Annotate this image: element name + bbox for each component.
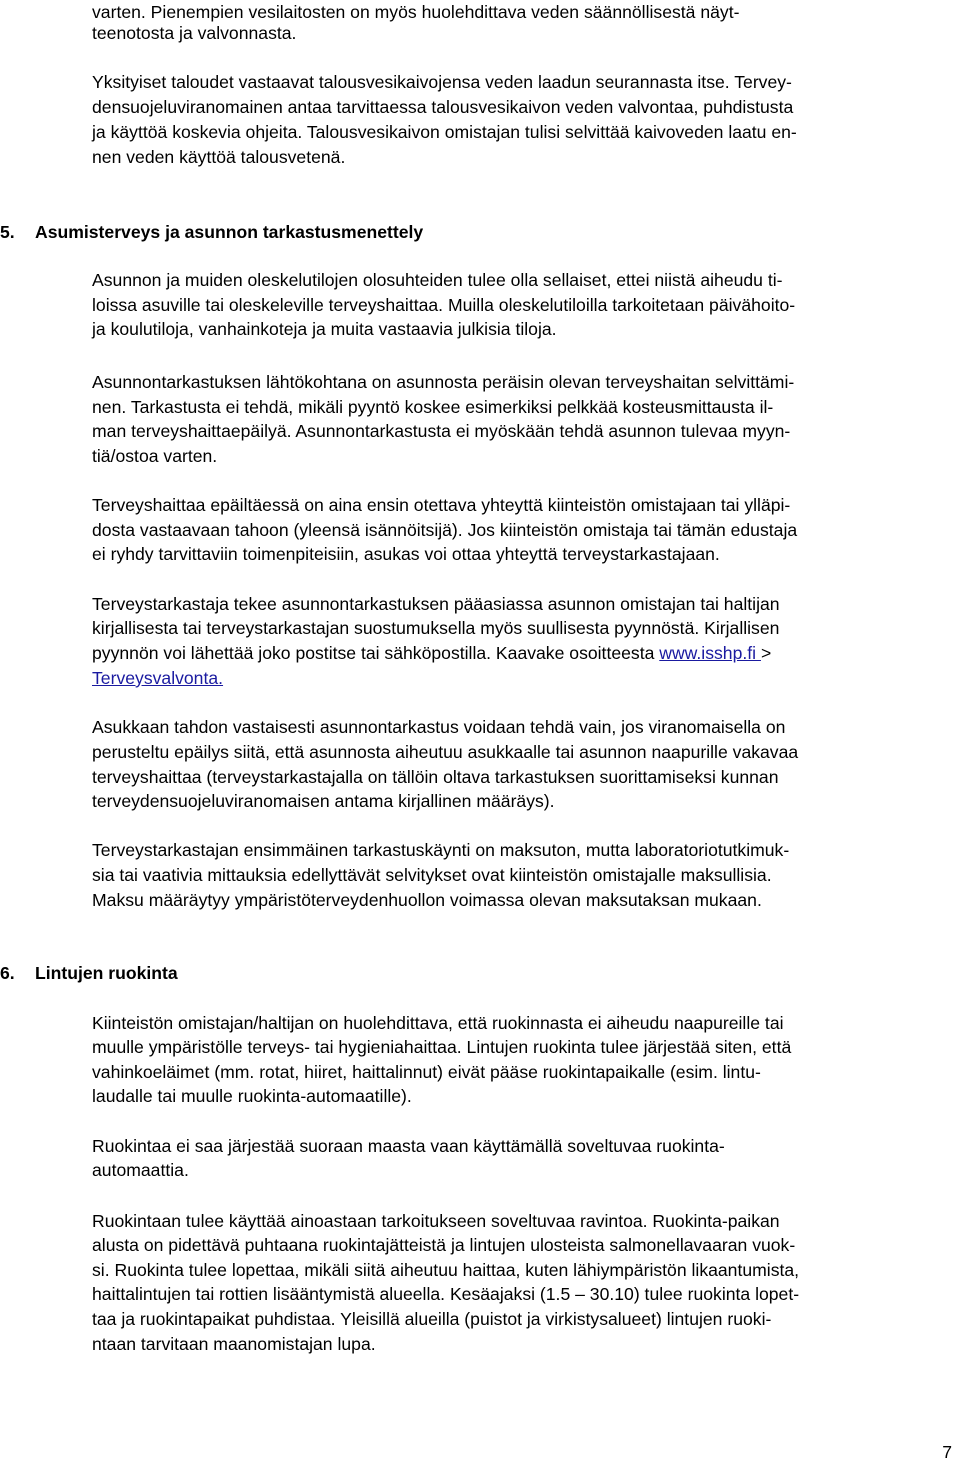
intro-p1-line: teenotosta ja valvonnasta.	[92, 23, 297, 43]
section5-p1-line: Asunnon ja muiden oleskelutilojen olosuhteiden tulee olla sellaiset, ettei niistä aiheudu ti-	[92, 270, 783, 290]
section6-p2-line: Ruokintaa ei saa järjestää suoraan maasta vaan käyttämällä soveltuvaa ruokinta-	[92, 1136, 725, 1156]
section5-p3-line: dosta vastaavaan tahoon (yleensä isännöitsijä). Jos kiinteistön omistaja tai tämän edustaja	[92, 520, 798, 540]
section6-p3-line: si. Ruokinta tulee lopettaa, mikäli siitä aiheutuu haittaa, kuten lähiympäristön likaantumista,	[92, 1260, 800, 1280]
section-5-title: Asumisterveys ja asunnon tarkastusmenettely	[35, 222, 424, 242]
intro-p2-line: densuojeluviranomainen antaa tarvittaessa talousvesikaivon veden valvontaa, puhdistusta	[92, 97, 794, 117]
section5-p6-line: sia tai vaativia mittauksia edellyttävät selvitykset ovat kiinteistön omistajalle maksullisia.	[92, 865, 772, 885]
section5-p2-line: tiä/ostoa varten.	[92, 446, 218, 466]
section5-p4-line: kirjallisesta tai terveystarkastajan suostumuksella myös suullisesta pyynnöstä. Kirjallisen	[92, 618, 780, 638]
section5-p5-line: terveyshaittaa (terveystarkastajalla on tällöin oltava tarkastuksen suorittamiseksi kunnan	[92, 767, 779, 787]
section5-p6-line: Terveystarkastajan ensimmäinen tarkastuskäynti on maksuton, mutta laboratoriotutkimuk-	[92, 840, 790, 860]
section5-p2-line: nen. Tarkastusta ei tehdä, mikäli pyyntö koskee esimerkiksi pelkkää kosteusmittausta il-	[92, 397, 774, 417]
section5-p4-line: Terveystarkastaja tekee asunnontarkastuksen pääasiassa asunnon omistajan tai haltijan	[92, 594, 780, 614]
section5-p1-line: loissa asuville tai oleskeleville terveyshaittaa. Muilla oleskelutiloilla tarkoitetaan päivähoito-	[92, 295, 796, 315]
breadcrumb-separator: >	[760, 643, 772, 663]
section6-p1-line: laudalle tai muulle ruokinta-automaatille).	[92, 1086, 412, 1106]
intro-p2-line: ja käyttöä koskevia ohjeita. Talousvesikaivon omistajan tulisi selvittää kaivoveden laatu en-	[92, 122, 797, 142]
section-6-heading	[0, 961, 178, 986]
section-6-number: 6.	[0, 963, 15, 983]
section5-p4-line	[92, 641, 771, 666]
section5-p2-line: man terveyshaittaepäilyä. Asunnontarkastusta ei myöskään tehdä asunnon tulevaa myyn-	[92, 421, 791, 441]
intro-p1-line: varten. Pienempien vesilaitosten on myös huolehdittava veden säännöllisestä näyt-	[92, 2, 740, 22]
section-6-title: Lintujen ruokinta	[35, 963, 178, 983]
section6-p1-line: vahinkoeläimet (mm. rotat, hiiret, haittalinnut) eivät pääse ruokintapaikalle (esim. lintu-	[92, 1062, 761, 1082]
section5-p3-line: ei ryhdy tarvittaviin toimenpiteisiin, asukas voi ottaa yhteyttä terveystarkastajaan.	[92, 544, 720, 564]
section5-p6-line: Maksu määräytyy ympäristöterveydenhuollon voimassa olevan maksutaksan mukaan.	[92, 890, 762, 910]
section5-p4-text: pyynnön voi lähettää joko postitse tai sähköpostilla. Kaavake osoitteesta	[92, 643, 660, 663]
section-5-number: 5.	[0, 222, 15, 242]
section5-p3-line: Terveyshaittaa epäiltäessä on aina ensin otettava yhteyttä kiinteistön omistajaan tai ylläpi-	[92, 495, 791, 515]
section6-p2-line: automaattia.	[92, 1160, 189, 1180]
isshp-link[interactable]: www.isshp.fi	[659, 643, 761, 663]
section5-p5-line: terveydensuojeluviranomaisen antama kirjallinen määräys).	[92, 791, 555, 811]
section6-p3-line: ntaan tarvitaan maanomistajan lupa.	[92, 1334, 376, 1354]
section6-p3-line: alusta on pidettävä puhtaana ruokintajätteistä ja lintujen ulosteista salmonellavaaran vuok-	[92, 1235, 796, 1255]
page-number: 7	[942, 1442, 952, 1462]
section5-p1-line: ja koulutiloja, vanhainkoteja ja muita vastaavia julkisia tiloja.	[92, 319, 557, 339]
section6-p1-line: Kiinteistön omistajan/haltijan on huolehdittava, että ruokinnasta ei aiheudu naapureille tai	[92, 1013, 784, 1033]
section6-p3-line: taa ja ruokintapaikat puhdistaa. Yleisillä alueilla (puistot ja virkistysalueet) lintujen ruoki-	[92, 1309, 772, 1329]
intro-p2-line: Yksityiset taloudet vastaavat talousvesikaivojensa veden laadun seurannasta itse. Tervey-	[92, 72, 792, 92]
section-5-heading	[0, 220, 423, 245]
section6-p3-line: Ruokintaan tulee käyttää ainoastaan tarkoitukseen soveltuvaa ravintoa. Ruokinta-paikan	[92, 1211, 780, 1231]
intro-p2-line: nen veden käyttöä talousvetenä.	[92, 147, 346, 167]
section5-p5-line: perusteltu epäilys siitä, että asunnosta aiheutuu asukkaalle tai asunnon naapurille vakavaa	[92, 742, 799, 762]
section5-p4-line	[92, 666, 223, 691]
terveysvalvonta-link[interactable]: Terveysvalvonta.	[92, 668, 224, 688]
section5-p5-line: Asukkaan tahdon vastaisesti asunnontarkastus voidaan tehdä vain, jos viranomaisella on	[92, 717, 786, 737]
section6-p3-line: haittalintujen tai rottien lisääntymistä alueella. Kesäajaksi (1.5 – 30.10) tulee ruokinta lopet-	[92, 1284, 800, 1304]
section6-p1-line: muulle ympäristölle terveys- tai hygieniahaittaa. Lintujen ruokinta tulee järjestää siten, että	[92, 1037, 792, 1057]
section5-p2-line: Asunnontarkastuksen lähtökohtana on asunnosta peräisin olevan terveyshaitan selvittämi-	[92, 372, 795, 392]
